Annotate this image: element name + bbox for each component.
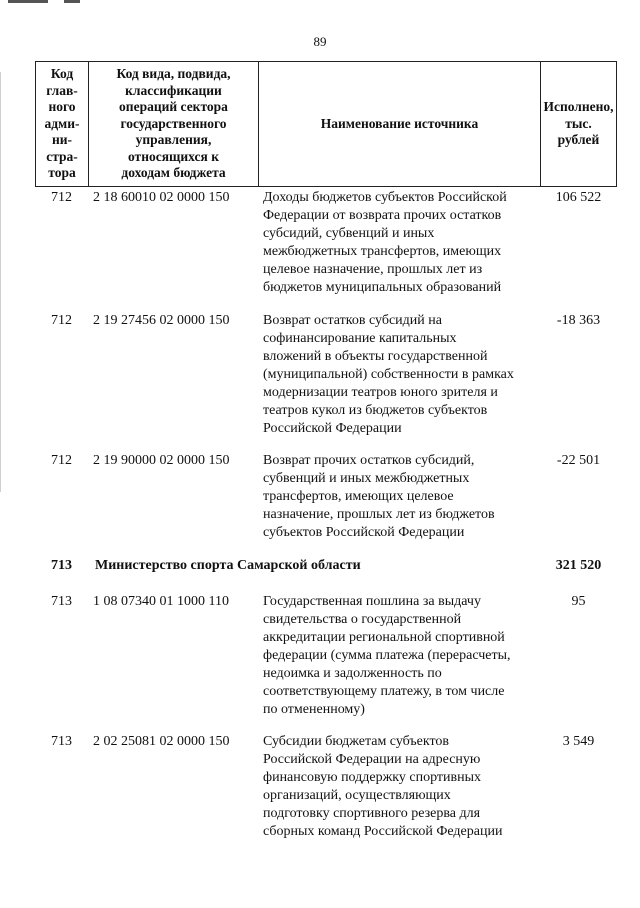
- amount: 95: [571, 594, 586, 609]
- scan-edge: [0, 72, 1, 492]
- amount: 3 549: [562, 734, 595, 749]
- classification-code: 2 19 27456 02 0000 150: [93, 313, 230, 328]
- classification-code: 1 08 07340 01 1000 110: [93, 594, 229, 609]
- section-title: Министерство спорта Самарской области: [95, 558, 361, 573]
- header-classification-code: Код вида, подвида, классификации операций сектора государственного управления, относящихся к доходам бюджета: [89, 62, 259, 186]
- classification-code: 2 02 25081 02 0000 150: [93, 734, 230, 749]
- scan-artifact: [8, 0, 80, 3]
- source-name: Возврат прочих остатков субсидий, субвенций и иных межбюджетных трансфертов, имеющих целевое назначение, прошлых лет из бюджетов субъектов Российской Федерации: [263, 453, 495, 540]
- header-admin-code: Код глав- ного адми- ни- стра- тора: [36, 62, 89, 186]
- admin-code: 712: [51, 453, 72, 468]
- classification-code: 2 19 90000 02 0000 150: [93, 453, 230, 468]
- admin-code: 712: [51, 313, 72, 328]
- amount: 106 522: [555, 190, 602, 205]
- source-name: Субсидии бюджетам субъектов Российской Федерации на адресную финансовую поддержку спортивных организаций, осуществляющих подготовку спортивного резерва для сборных команд Российской Федерации: [263, 734, 503, 839]
- amount: -22 501: [556, 453, 601, 468]
- table-header: [35, 61, 617, 187]
- classification-code: 2 18 60010 02 0000 150: [93, 190, 230, 205]
- amount: -18 363: [556, 313, 601, 328]
- header-amount: Исполнено, тыс. рублей: [543, 99, 614, 148]
- admin-code: 713: [51, 734, 72, 749]
- source-name: Возврат остатков субсидий на софинансирование капитальных вложений в объекты государственной (муниципальной) собственности в рамках модернизации театров юного зрителя и театров кукол из бюджетов субъектов Российской Федерации: [263, 313, 514, 436]
- section-amount: 321 520: [555, 558, 602, 573]
- page-number: 89: [313, 34, 327, 49]
- source-name: Государственная пошлина за выдачу свидетельства о государственной аккредитации региональной спортивной федерации (сумма платежа (перерасчеты, недоимка и задолженность по соответствующему платежу, в том числе по отмененному): [263, 594, 511, 717]
- source-name: Доходы бюджетов субъектов Российской Федерации от возврата прочих остатков субсидий, субвенций и иных межбюджетных трансфертов, имеющих целевое назначение, прошлых лет из бюджетов муниципальных образований: [263, 190, 507, 295]
- header-source-name: Наименование источника: [259, 62, 541, 186]
- section-admin-code: 713: [51, 558, 72, 573]
- admin-code: 713: [51, 594, 72, 609]
- admin-code: 712: [51, 190, 72, 205]
